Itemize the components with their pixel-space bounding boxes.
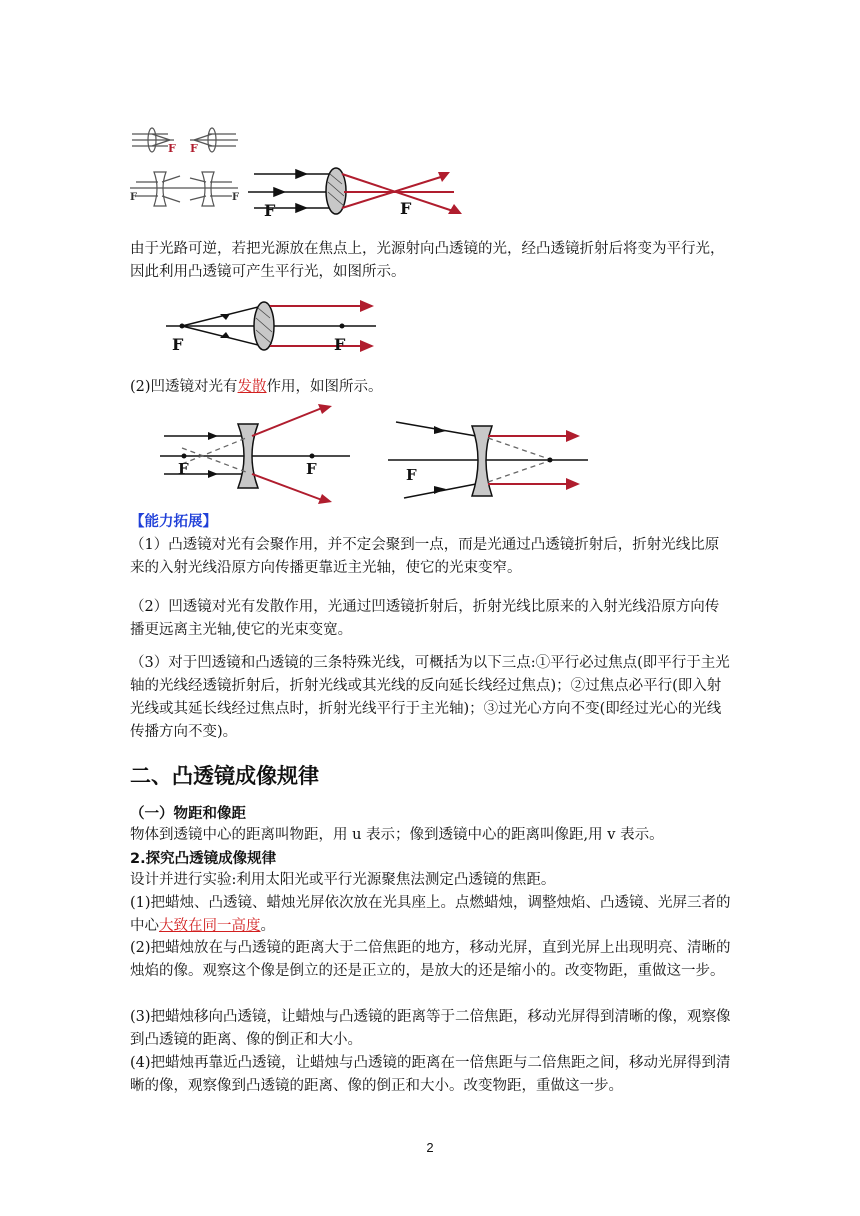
convex-lens-converging-figure <box>244 160 468 226</box>
step-1 <box>130 892 732 938</box>
distance-definition: 物体到透镜中心的距离叫物距，用 u 表示；像到透镜中心的距离叫像距,用 v 表示。 <box>130 827 664 843</box>
concave-lens-parallel-out-figure <box>384 404 590 508</box>
svg-text:F: F <box>306 460 317 478</box>
svg-text:F: F <box>190 142 198 155</box>
lens-thumbnails-figure <box>128 122 244 218</box>
highlight-same-height: 大致在同一高度 <box>159 918 261 934</box>
subheading-distance: （一）物距和像距 <box>130 806 246 822</box>
concave-text-prefix: (2)凹透镜对光有 <box>130 379 238 395</box>
svg-text:F: F <box>172 335 184 354</box>
highlight-diverging: 发散 <box>237 379 267 395</box>
ability-heading: 【能力拓展】 <box>130 514 217 530</box>
page-number: 2 <box>426 1140 434 1155</box>
design-text: 设计并进行实验:利用太阳光或平行光源聚焦法测定凸透镜的焦距。 <box>130 872 556 888</box>
paragraph-parallel-light: 由于光路可逆，若把光源放在焦点上，光源射向凸透镜的光，经凸透镜折射后将变为平行光，因此利用凸透镜可产生平行光，如图所示。 <box>130 241 725 280</box>
svg-text:F: F <box>406 466 417 484</box>
step-2: (2)把蜡烛放在与凸透镜的距离大于二倍焦距的地方，移动光屏，直到光屏上出现明亮、清晰的烛焰的像。观察这个像是倒立的还是正立的，是放大的还是缩小的。改变物距，重做这一步。 <box>130 940 731 979</box>
svg-text:F: F <box>130 192 138 203</box>
subheading-explore: 2.探究凸透镜成像规律 <box>130 851 277 867</box>
ability-item-2: （2）凹透镜对光有发散作用，光通过凹透镜折射后，折射光线比原来的入射光线沿原方向传播更远离主光轴,使它的光束变宽。 <box>130 599 720 638</box>
svg-text:F: F <box>178 460 189 478</box>
svg-text:F: F <box>400 199 412 218</box>
paragraph-concave-diverging <box>130 376 732 399</box>
concave-lens-diverging-figure <box>160 400 360 504</box>
step-1-prefix: (1)把蜡烛、凸透镜、蜡烛光屏依次放在光具座上。点燃蜡烛，调整烛焰、凸透镜、光屏三者的中心 <box>130 895 731 934</box>
focus-source-parallel-figure <box>162 298 382 360</box>
section-title: 二、凸透镜成像规律 <box>130 764 319 788</box>
svg-text:F: F <box>264 201 276 220</box>
ability-item-3: （3）对于凹透镜和凸透镜的三条特殊光线，可概括为以下三点:①平行必过焦点(即平行于主光轴的光线经透镜折射后，折射光线或其光线的反向延长线经过焦点)；②过焦点必平行(即入射光线或其延长线经过焦点时，折射光线平行于主光轴)；③过光心方向不变(即经过光心的光线传播方向不变)。 <box>130 655 730 740</box>
concave-text-suffix: 作用，如图所示。 <box>266 379 383 395</box>
svg-text:F: F <box>168 142 176 155</box>
svg-text:F: F <box>232 192 240 203</box>
step-3: (3)把蜡烛移向凸透镜，让蜡烛与凸透镜的距离等于二倍焦距，移动光屏得到清晰的像，观察像到凸透镜的距离、像的倒正和大小。 <box>130 1009 731 1048</box>
step-4: (4)把蜡烛再靠近凸透镜，让蜡烛与凸透镜的距离在一倍焦距与二倍焦距之间，移动光屏得到清晰的像，观察像到凸透镜的距离、像的倒正和大小。改变物距，重做这一步。 <box>130 1055 731 1094</box>
ability-item-1: （1）凸透镜对光有会聚作用，并不定会聚到一点，而是光通过凸透镜折射后，折射光线比原来的入射光线沿原方向传播更靠近主光轴，使它的光束变窄。 <box>130 537 720 576</box>
svg-text:F: F <box>334 335 346 354</box>
step-1-suffix: 。 <box>260 918 275 934</box>
